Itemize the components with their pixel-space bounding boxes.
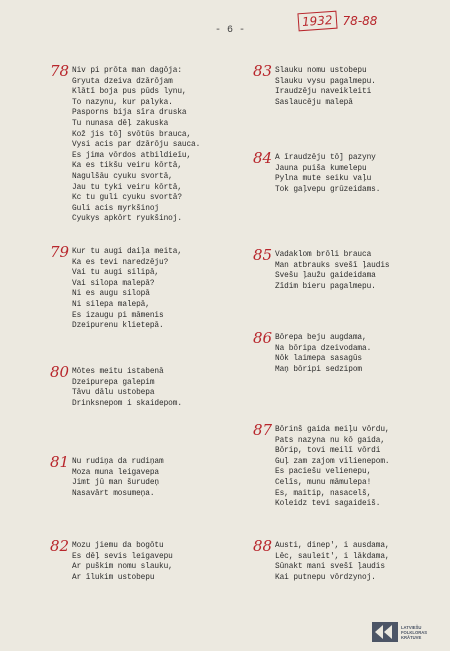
poem-line: Svešu ļaužu gaideidama [275,272,376,281]
poem-line: Dzeipurenu klietepā. [72,322,164,331]
poem-84 [253,149,381,195]
poem-line: Guļ zam zajom vilienepom. [275,457,390,466]
poem-79 [50,243,182,332]
page-number: - 6 - [215,25,246,36]
poem-text [275,250,389,292]
poem-line: Bōrinš gaida meiļu vōrdu, [275,426,390,434]
poem-80 [50,363,182,409]
poem-text [275,66,376,108]
poem-line: Lēc, sauleit', i lākdama, [275,552,390,561]
poem-text [72,457,164,499]
poem-line: Drinksnepom i skaidepom. [72,399,182,408]
range-reference: 78-88 [342,14,378,28]
poem-line: Ar īlukim ustobepu [72,573,155,582]
poem-87 [253,421,390,510]
poem-line: Sūnakt mani svešī ļaudis [275,563,385,572]
poem-line: Ni silepa malepā, [72,300,150,309]
poem-number: 81 [50,453,70,471]
poem-line: Vadaklom brōli brauca [275,251,372,259]
poem-line: Kur tu augi daiļa meita, [72,248,182,256]
archive-logo [372,620,444,644]
poem-83 [253,62,376,108]
poem-line: Moza muna leigavepa [72,468,159,477]
poem-line: Nasavārt mosumeņa. [72,489,155,498]
poem-line: Guli acis myrkšinoj [72,204,159,213]
poem-line: Slauku nomu ustobepu [275,67,367,75]
poem-line: Nagulšāu cyuku svortā, [72,172,173,181]
poem-line: Zīdim bieru pagalmepu. [275,282,376,291]
poem-line: Vai silopa malepā? [72,279,155,288]
poem-88 [253,537,390,583]
poem-number: 87 [253,421,273,439]
poem-line: Ka es tikšu veiru kōrtā, [72,162,182,171]
poem-number: 88 [253,537,273,555]
poem-line: Man atbrauks svešī ļaudis [275,261,390,270]
poem-line: Nōk laimepa sasagūs [275,355,362,364]
poem-number: 83 [253,62,273,80]
poem-line: Niv pi prōta man dagōja: [72,67,182,75]
archive-logo-text: LATVIEŠU FOLKLORAS KRĀTUVE [401,624,428,640]
poem-line: Celīs, munu māmulepa! [275,478,372,487]
poem-81 [50,453,164,499]
poem-line: Klātī boja pus pūds lynu, [72,88,187,97]
poem-line: Pats nazyna nu kō gaida, [275,436,385,445]
archive-logo-mark [372,622,398,642]
poem-line: Es izaugu pi māmenis [72,311,164,320]
poem-text [72,541,173,583]
poem-line: Pasporns bija sīra druska [72,109,187,118]
poem-line: Bōrip, tovi meilī vōrdi [275,447,381,456]
poem-line: Jimt jū man šurudeņ [72,479,159,488]
poem-line: Slauku vysu pagalmepu. [275,77,376,86]
poem-line: Tāvu dālu ustobepa [72,389,155,398]
poem-text [275,425,389,510]
poem-82 [50,537,173,583]
poem-line: Vysi acis par dzārōju sauca. [72,141,201,150]
poem-line: Es dēļ sevis leigavepu [72,552,173,561]
poem-text [72,367,182,409]
poem-text [275,541,389,583]
poem-line: Austi, dinep', i ausdama, [275,542,390,550]
poem-line: Kož jis tō] svōtūs brauca, [72,130,192,139]
poem-number: 82 [50,537,70,555]
poem-line: Cyukys apkōrt ryukšinoj. [72,215,182,224]
poem-line: Kc tu guli cyuku svortā? [72,194,182,203]
poem-line: Bōrepa beju augdama, [275,334,367,342]
poem-78 [50,62,201,225]
poem-line: Na bōripa dzeivodama. [275,344,372,353]
poem-number: 84 [253,149,273,167]
poem-line: Saslaucēju malepā [275,98,353,107]
year-reference: 1932 [297,11,337,32]
poem-line: Mōtes meitu istabenā [72,368,164,376]
poem-text [72,247,182,332]
poem-line: Mozu jiemu da bogōtu [72,542,164,550]
poem-line: Iraudzēju naveikleiti [275,88,372,97]
poem-line: Nu rudiņa da rudiņam [72,458,164,466]
poem-line: Maņ bōripi sedzipom [275,365,362,374]
poem-line: Jauna puiša kumelepu [275,164,367,173]
poem-line: Kai putnepu vōrdzynoj. [275,573,376,582]
poem-line: Es paciešu velienepu, [275,468,372,477]
poem-line: Dzeipurepa galepim [72,378,155,387]
poem-85 [253,246,390,292]
poem-line: Ar puškim nomu slauku, [72,563,173,572]
poem-text [72,66,200,225]
poem-number: 85 [253,246,273,264]
poem-line: Es jima vōrdos atbildieīu, [72,151,192,160]
poem-text [275,153,380,195]
poem-number: 78 [50,62,70,80]
archive-reference [298,12,377,30]
poem-line: Gryuta dzeiva dzārōjam [72,77,173,86]
poem-line: Tu nunasa dēļ zakuska [72,119,169,128]
poem-line: Vai tu augi silipā, [72,269,159,278]
poem-line: Es, maitip, nasacelš, [275,489,372,498]
poem-86 [253,329,372,375]
poem-line: Jau tu tyki veiru kōrtā, [72,183,182,192]
poem-line: Tok gaļvepu grūzeidams. [275,185,381,194]
poem-line: Ni es augu silopā [72,290,150,299]
poem-text [275,333,371,375]
poem-line: A īraudzēju tō] pazyny [275,154,376,162]
poem-line: To nazynu, kur palyka. [72,98,173,107]
poem-line: Pylna mute seiku vaļu [275,175,372,184]
poem-number: 79 [50,243,70,261]
poem-number: 80 [50,363,70,381]
poem-number: 86 [253,329,273,347]
poem-line: Koleidz tevi sagaideiš. [275,500,381,509]
poem-line: Ka es tevi naredzēju? [72,258,169,267]
